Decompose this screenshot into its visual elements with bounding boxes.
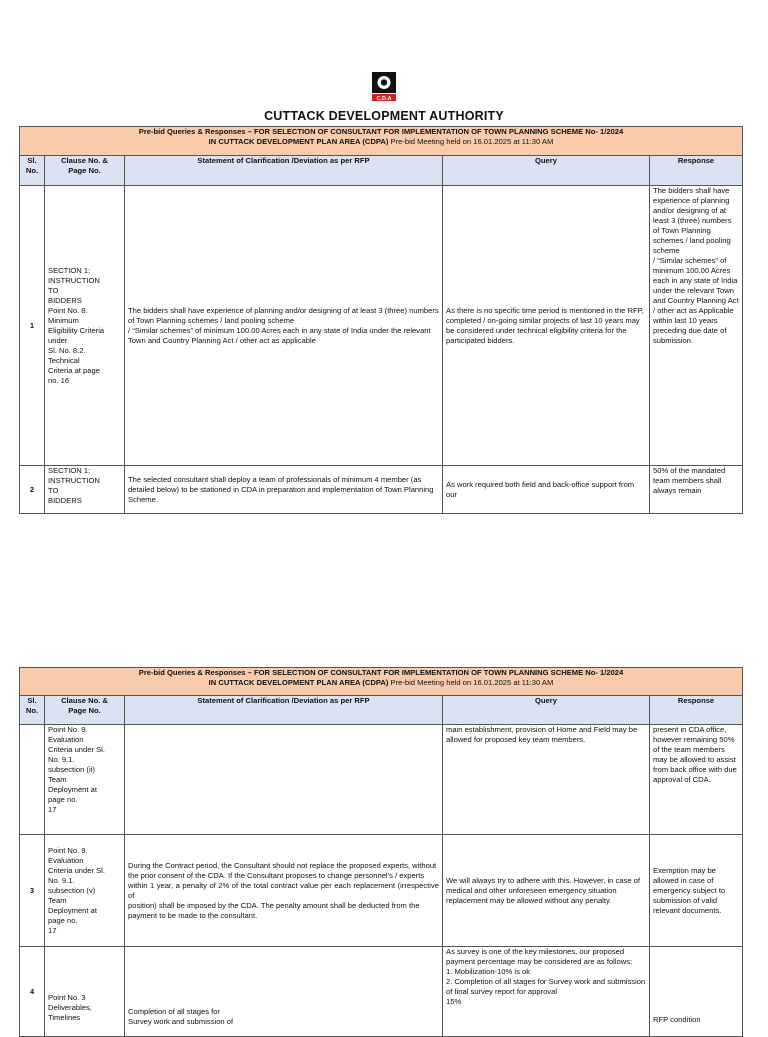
row-response: 50% of the mandated team members shall always remain (650, 466, 743, 514)
table-row (20, 835, 743, 947)
row-sl: 2 (20, 466, 45, 514)
table-banner (20, 127, 743, 156)
banner-line-2 (23, 678, 739, 688)
col-header-clause: Clause No. & Page No. (45, 696, 125, 725)
row-statement: The bidders shall have experience of planning and/or designing of at least 3 (three) numbers of Town Planning schemes / land pooling scheme / “Similar schemes” of minimum 100.00 Acres each in any state of India under the relevant Town and Country Planning Act / other act as applicable (125, 186, 443, 466)
col-header-query: Query (443, 156, 650, 186)
cda-logo (372, 72, 396, 102)
row-response: RFP condition (650, 947, 743, 1037)
row-query: As work required both field and back-office support from our (443, 466, 650, 514)
row-statement: The selected consultant shall deploy a team of professionals of minimum 4 member (as detailed below) to be stationed in CDA in preparation and implementation of Town Planning Scheme. (125, 466, 443, 514)
row-clause: Point No. 3 Deliverables, Timelines (45, 947, 125, 1037)
row-statement: During the Contract period, the Consultant should not replace the proposed experts, without the prior consent of the CDA. If the Consultant proposes to change personnel’s / experts within 1 year, a penalty of 2% of the total contract value per each replacement (irrespective of position) shall be imposed by the CDA. The penalty amount shall be deducted from the payment to be made to the consultant. (125, 835, 443, 947)
row-clause: SECTION 1: INSTRUCTION TO BIDDERS Point No. 8. Minimum Eligibility Criteria under Sl. No. 8.2. Technical Criteria at page no. 16 (45, 186, 125, 466)
table-row (20, 466, 743, 514)
row-sl: 4 (20, 947, 45, 1037)
row-clause: SECTION 1: INSTRUCTION TO BIDDERS (45, 466, 125, 514)
row-response: The bidders shall have experience of planning and/or designing of at least 3 (three) numbers of Town Planning schemes / land pooling scheme / “Similar schemes” of minimum 100.00 Acres each in any state of India under the relevant Town and Country Planning Act / other act as Applicable within last 10 years preceding due date of submission. (650, 186, 743, 466)
row-response: present in CDA office, however remaining 50% of the team members may be allowed to assist from back office with due approval of CDA. (650, 725, 743, 835)
row-sl (20, 725, 45, 835)
row-clause: Point No. 9. Evaluation Criteria under Sl. No. 9.1. subsection (ii) Team Deployment at page no. 17 (45, 725, 125, 835)
row-sl: 1 (20, 186, 45, 466)
banner-line-1: Pre-bid Queries & Responses – FOR SELECTION OF CONSULTANT FOR IMPLEMENTATION OF TOWN PLANNING SCHEME No- 1/2024 (138, 668, 624, 677)
row-sl: 3 (20, 835, 45, 947)
row-query: As there is no specific time period is mentioned in the RFP, completed / on-going similar projects of last 10 years may be considered under technical eligibility criteria for the participated bidders. (443, 186, 650, 466)
banner-meeting: Pre-bid Meeting held on 16.01.2025 at 11:30 AM (388, 678, 554, 687)
col-header-response: Response (650, 696, 743, 725)
row-query: main establishment, provision of Home and Field may be allowed for proposed key team members. (443, 725, 650, 835)
banner-area: IN CUTTACK DEVELOPMENT PLAN AREA (CDPA) (208, 137, 389, 146)
queries-table-page-2 (19, 667, 743, 1037)
col-header-query: Query (443, 696, 650, 725)
col-header-sl: Sl. No. (20, 696, 45, 725)
banner-line-1: Pre-bid Queries & Responses – FOR SELECTION OF CONSULTANT FOR IMPLEMENTATION OF TOWN PLANNING SCHEME No- 1/2024 (138, 127, 624, 136)
banner-meeting: Pre-bid Meeting held on 16.01.2025 at 11:30 AM (388, 137, 554, 146)
col-header-response: Response (650, 156, 743, 186)
table-row (20, 947, 743, 1037)
col-header-clause: Clause No. & Page No. (45, 156, 125, 186)
row-response: Exemption may be allowed in case of emergency subject to submission of valid relevant documents. (650, 835, 743, 947)
row-query: As survey is one of the key milestones, our proposed payment percentage may be considered are as follows: 1. Mobilization-10% is ok 2. Completion of all stages for Survey work and submission of final survey report for approval 15% (443, 947, 650, 1037)
table-banner (20, 668, 743, 696)
row-statement: Completion of all stages for Survey work and submission of (125, 947, 443, 1037)
banner-line-2 (23, 137, 739, 147)
row-clause: Point No. 9. Evaluation Criteria under Sl. No. 9.1. subsection (v) Team Deployment at page no. 17 (45, 835, 125, 947)
table-row (20, 725, 743, 835)
table-row (20, 186, 743, 466)
queries-table-page-1 (19, 126, 743, 514)
col-header-statement: Statement of Clarification /Deviation as per RFP (125, 156, 443, 186)
col-header-statement: Statement of Clarification /Deviation as per RFP (125, 696, 443, 725)
row-query: We will always try to adhere with this. However, in case of medical and other unforeseen emergency situation replacement may be allowed without any penalty. (443, 835, 650, 947)
svg-text:C.D.A: C.D.A (376, 96, 392, 102)
banner-area: IN CUTTACK DEVELOPMENT PLAN AREA (CDPA) (208, 678, 389, 687)
org-title: CUTTACK DEVELOPMENT AUTHORITY (264, 109, 504, 123)
col-header-sl: Sl. No. (20, 156, 45, 186)
row-statement (125, 725, 443, 835)
